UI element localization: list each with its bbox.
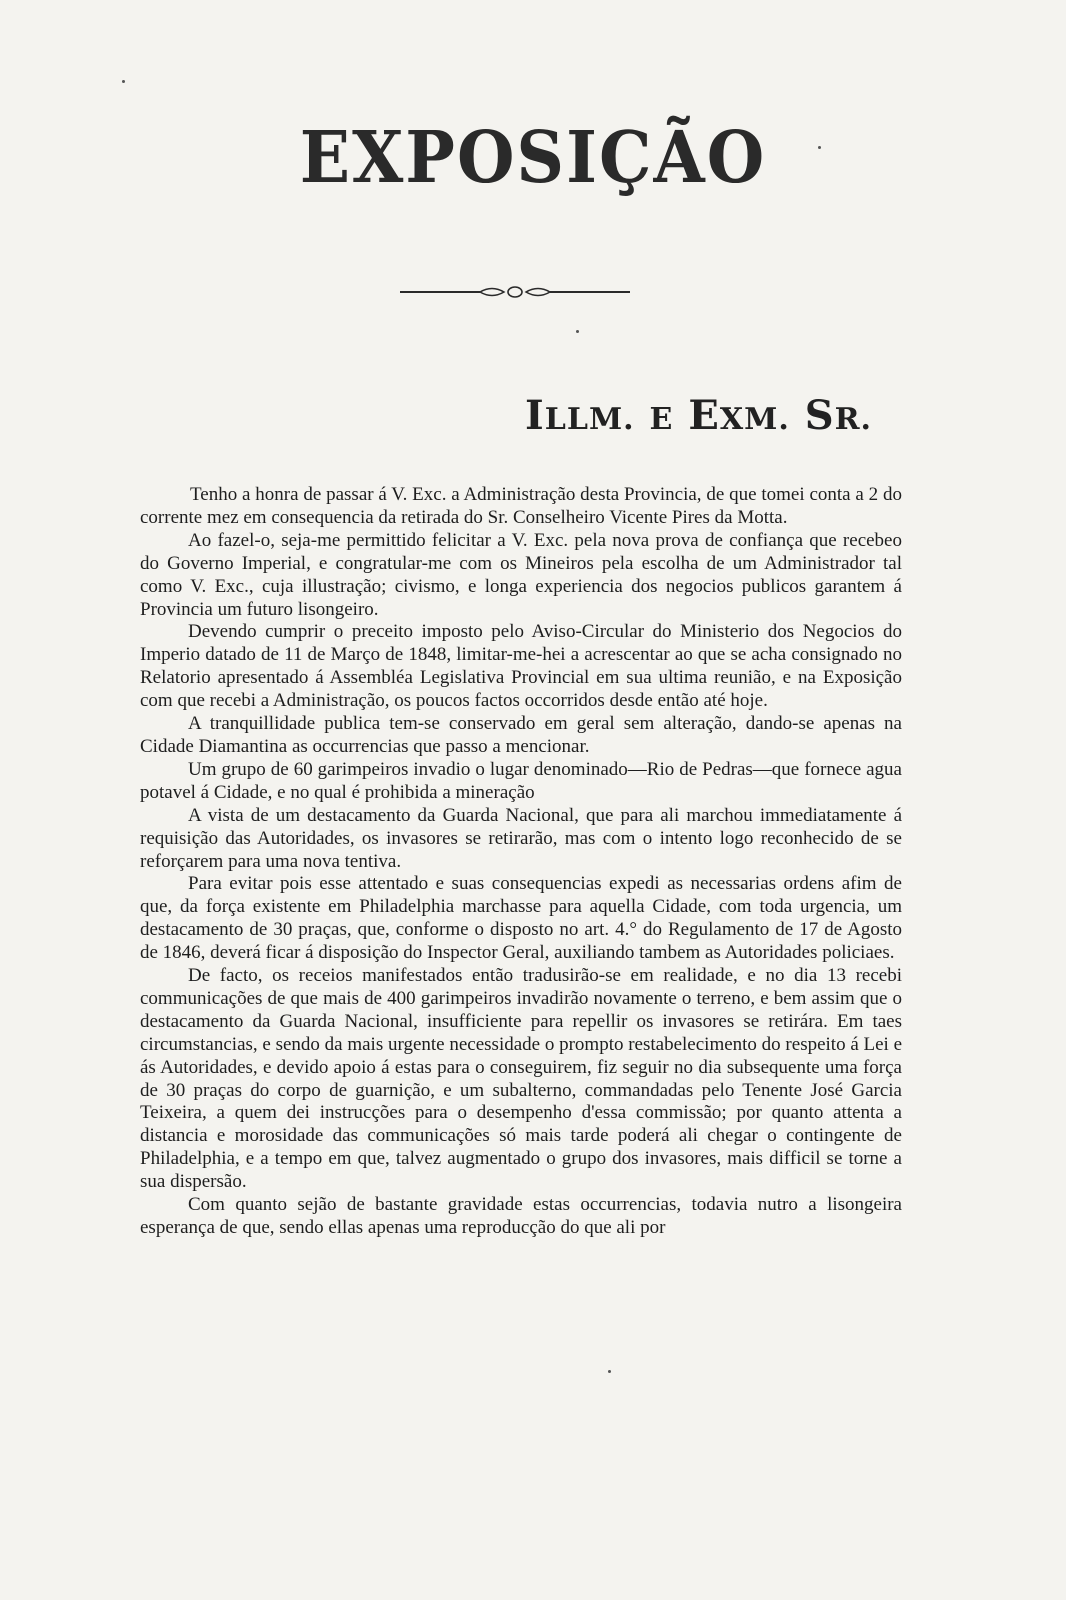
paragraph-2: Ao fazel-o, seja-me permittido felicitar a V. Exc. pela nova prova de confiança que recebeo do Governo Imperial, e congratular-me com os Mineiros pela escolha de um Administrador tal como V. Exc., cuja illustração; civismo, e longa experiencia dos negocios publicos garantem á Provincia um futuro lisongeiro. bbox=[140, 529, 902, 620]
paragraph-4: A tranquillidade publica tem-se conservado em geral sem alteração, dando-se apenas na Cidade Diamantina as occurrencias que passo a mencionar. bbox=[140, 713, 902, 757]
salutation-illm-cap: I bbox=[525, 392, 545, 439]
paper-speck bbox=[576, 330, 579, 333]
salutation-exm-cap: E bbox=[688, 392, 720, 439]
paper-speck bbox=[122, 80, 125, 83]
salutation-sr-rest: R. bbox=[834, 402, 872, 437]
paragraph-1: Tenho a honra de passar á V. Exc. a Administração desta Provincia, de que tomei conta a 2 do corrente mez em consequencia da retirada do Sr. Conselheiro Vicente Pires da Motta. bbox=[140, 484, 902, 528]
paragraph-6: A vista de um destacamento da Guarda Nacional, que para ali marchou immediatamente á requisição das Autoridades, os invasores se retirarão, mas com o intento logo reconhecido de se reforçarem para uma nova tentiva. bbox=[140, 804, 902, 872]
paragraph-3: Devendo cumprir o preceito imposto pelo Aviso-Circular do Ministerio dos Negocios do Imperio datado de 11 de Março de 1848, limitar-me-hei a acrescentar ao que se acha consignado no Relatorio apresentado á Assembléa Legislativa Provincial em sua ultima reunião, e na Exposição com que recebi a Administração, os poucos factos occorridos desde então até hoje. bbox=[140, 621, 902, 712]
salutation-exm-rest: XM. bbox=[719, 402, 790, 437]
salutation-conj: E bbox=[649, 402, 674, 437]
ornament-divider bbox=[400, 280, 630, 304]
salutation-illm-rest: LLM. bbox=[544, 402, 635, 437]
paragraph-7: Para evitar pois esse attentado e suas consequencias expedi as necessarias ordens afim de que, da força existente em Philadelphia marchasse para aquella Cidade, com toda urgencia, um destacamento de 30 praças, que, conforme o disposto no art. 4.° do Regulamento de 17 de Agosto de 1846, deverá ficar á disposição do Inspector Geral, auxiliando tambem as Autoridades policiaes. bbox=[140, 873, 902, 964]
salutation-sr-cap: S bbox=[804, 392, 835, 439]
body-text bbox=[140, 484, 902, 1240]
paragraph-5: Um grupo de 60 garimpeiros invadio o lugar denominado—Rio de Pedras—que fornece agua potavel á Cidade, e no qual é prohibida a mineração bbox=[140, 758, 902, 803]
salutation bbox=[512, 392, 872, 439]
paper-speck bbox=[818, 146, 821, 149]
paper-speck bbox=[608, 1370, 611, 1373]
paragraph-9: Com quanto sejão de bastante gravidade estas occurrencias, todavia nutro a lisongeira esperança de que, sendo ellas apenas uma reproducção do que ali por bbox=[140, 1194, 902, 1238]
document-title: EXPOSIÇÃO bbox=[299, 114, 767, 200]
paragraph-8: De facto, os receios manifestados então tradusirão-se em realidade, e no dia 13 recebi communicações de que mais de 400 garimpeiros invadirão novamente o terreno, e bem assim que o destacamento da Guarda Nacional, insufficiente para repellir os invasores se retirára. Em taes circumstancias, e sendo da mais urgente necessidade o prompto restabelecimento do respeito á Lei e ás Autoridades, e devido apoio á estas para o conseguirem, fiz seguir no dia subsequente uma força de 30 praças do corpo de guarnição, e um subalterno, commandadas pelo Tenente José Garcia Teixeira, a quem dei instrucções para o desempenho d'essa commissão; por quanto attenta a distancia e morosidade das communicações só mais tarde poderá ali chegar o contingente de Philadelphia, e a tempo em que, talvez augmentado o grupo dos invasores, mais difficil se torne a sua dispersão. bbox=[140, 965, 903, 1193]
